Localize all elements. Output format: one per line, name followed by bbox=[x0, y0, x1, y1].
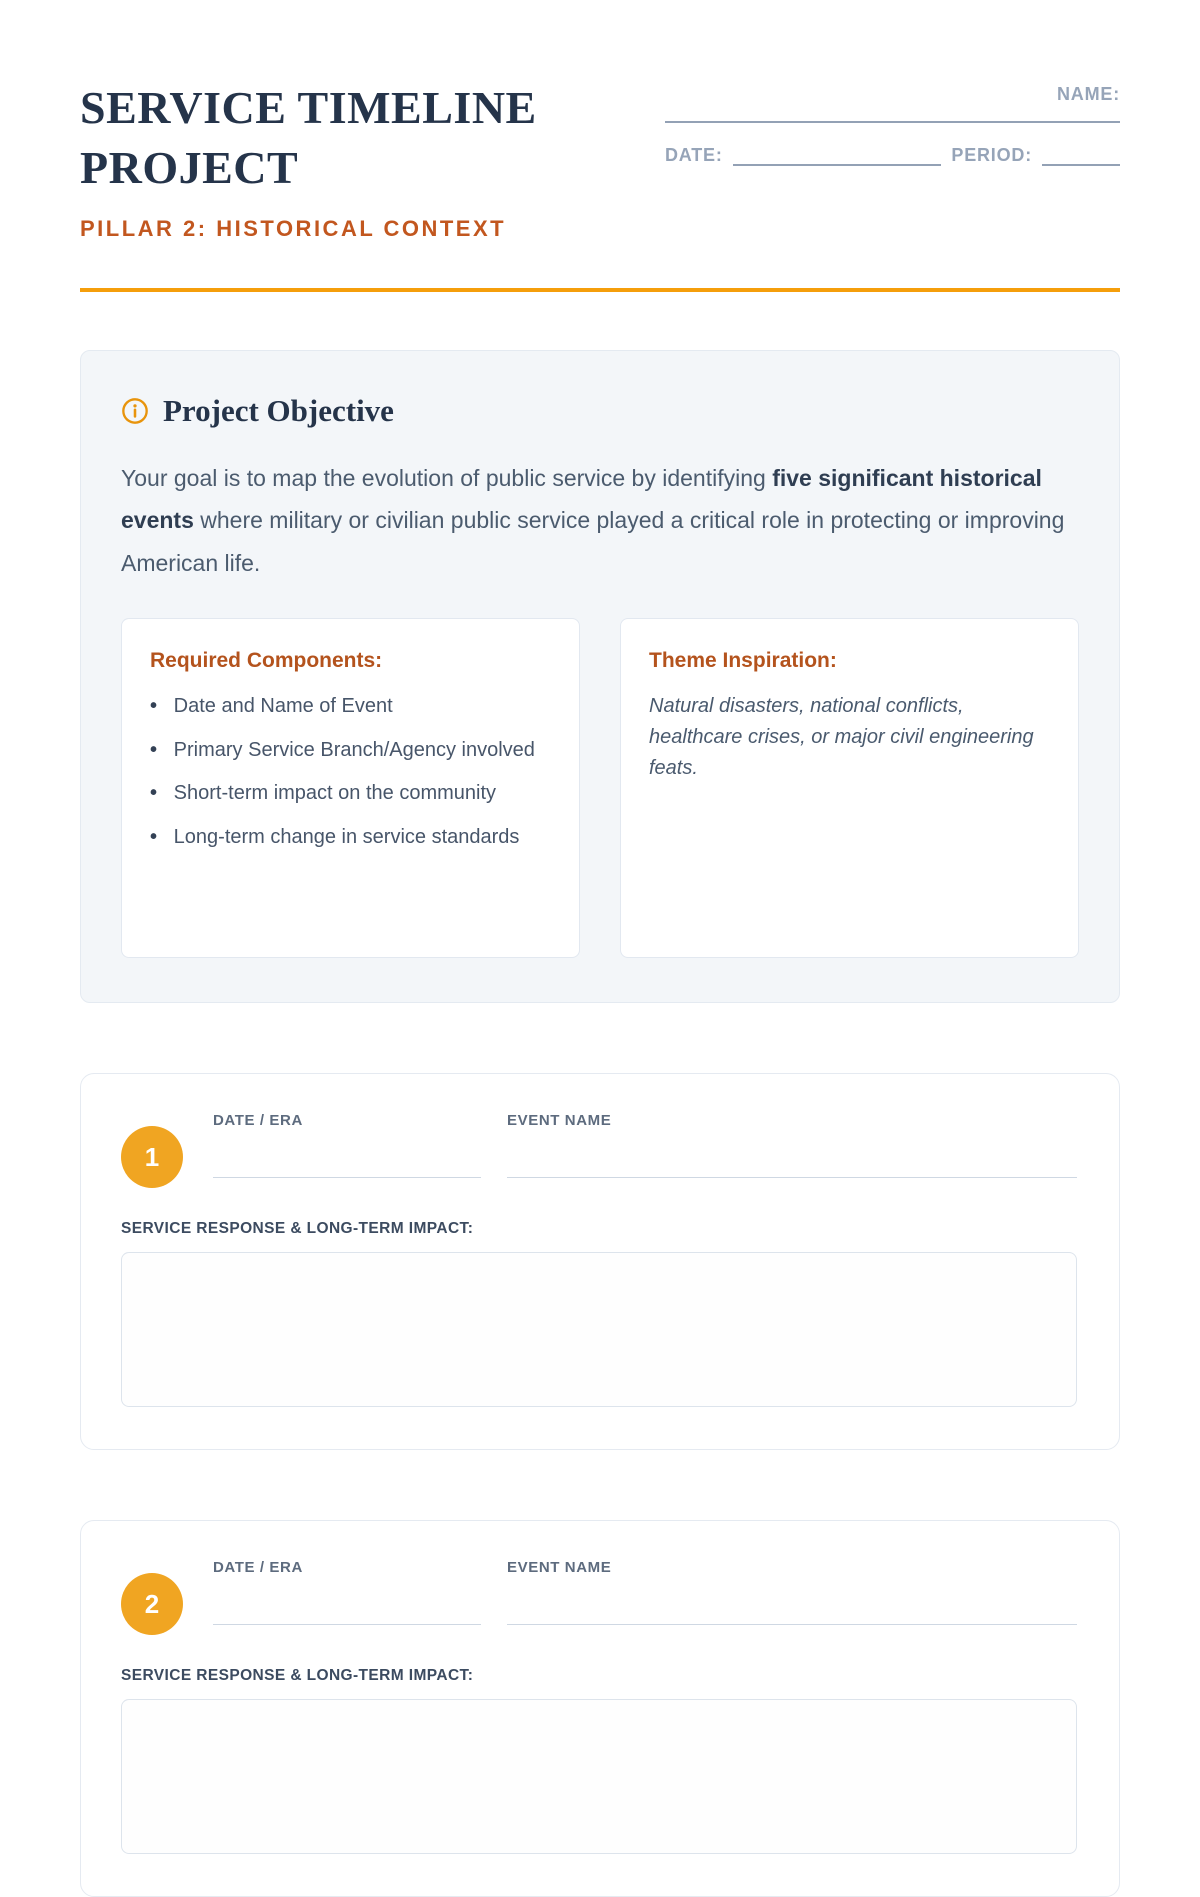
theme-inspiration-text: Natural disasters, national conflicts, healthcare crises, or major civil engineering feats. bbox=[649, 695, 1034, 780]
name-row bbox=[665, 84, 1120, 123]
event-name-input[interactable] bbox=[507, 1177, 1077, 1178]
required-components-list bbox=[150, 691, 551, 853]
page-subtitle: PILLAR 2: HISTORICAL CONTEXT bbox=[80, 215, 507, 241]
date-era-label: DATE / ERA bbox=[213, 1112, 303, 1130]
theme-inspiration-box bbox=[620, 618, 1079, 958]
date-era-input[interactable] bbox=[213, 1624, 481, 1625]
accent-divider bbox=[80, 288, 1120, 292]
name-field[interactable] bbox=[665, 113, 1120, 123]
date-era-input[interactable] bbox=[213, 1177, 481, 1178]
objective-heading-row bbox=[121, 393, 1079, 429]
objective-title: Project Objective bbox=[163, 392, 394, 428]
date-era-field-group bbox=[213, 1559, 481, 1635]
date-field[interactable] bbox=[733, 156, 942, 166]
student-info-block bbox=[665, 78, 1120, 166]
objective-body-prefix: Your goal is to map the evolution of public service by identifying bbox=[121, 464, 773, 491]
impact-response-textarea[interactable] bbox=[121, 1699, 1077, 1854]
date-period-row bbox=[665, 145, 1120, 166]
info-icon bbox=[121, 397, 149, 425]
event-name-label: EVENT NAME bbox=[507, 1112, 612, 1130]
impact-response-textarea[interactable] bbox=[121, 1252, 1077, 1407]
header bbox=[80, 78, 1120, 242]
objective-body-suffix: where military or civilian public service played a critical role in protecting or improving American life. bbox=[121, 507, 1065, 576]
list-item: • Date and Name of Event bbox=[150, 691, 551, 723]
required-components-heading: Required Components: bbox=[150, 649, 383, 673]
entry-fields bbox=[213, 1559, 1077, 1635]
event-name-input[interactable] bbox=[507, 1624, 1077, 1625]
objective-body bbox=[121, 457, 1079, 585]
entry-top-row bbox=[121, 1112, 1077, 1188]
page-title-line2: PROJECT bbox=[80, 141, 299, 193]
list-item: • Long-term change in service standards bbox=[150, 822, 551, 854]
period-label: PERIOD: bbox=[951, 145, 1032, 165]
objective-body-bold: five significant historical events bbox=[121, 464, 1042, 534]
entry-number-badge: 2 bbox=[121, 1573, 183, 1635]
list-item: • Primary Service Branch/Agency involved bbox=[150, 735, 551, 767]
page-title-line1: SERVICE TIMELINE bbox=[80, 82, 537, 133]
entry-top-row bbox=[121, 1559, 1077, 1635]
timeline-entry-1 bbox=[80, 1073, 1120, 1450]
date-label: DATE: bbox=[665, 145, 723, 165]
event-name-field-group bbox=[507, 1559, 1077, 1635]
date-era-field-group bbox=[213, 1112, 481, 1188]
required-components-box bbox=[121, 618, 580, 958]
entry-fields bbox=[213, 1112, 1077, 1188]
timeline-entry-2 bbox=[80, 1520, 1120, 1897]
date-era-label: DATE / ERA bbox=[213, 1559, 303, 1577]
period-field[interactable] bbox=[1042, 156, 1120, 166]
theme-inspiration-heading: Theme Inspiration: bbox=[649, 649, 837, 673]
impact-label: SERVICE RESPONSE & LONG-TERM IMPACT: bbox=[121, 1220, 474, 1238]
impact-label: SERVICE RESPONSE & LONG-TERM IMPACT: bbox=[121, 1667, 474, 1685]
header-title-block bbox=[80, 78, 640, 242]
name-label: NAME: bbox=[1057, 84, 1120, 104]
entry-number-badge: 1 bbox=[121, 1126, 183, 1188]
list-item: • Short-term impact on the community bbox=[150, 778, 551, 810]
page-title bbox=[80, 78, 640, 198]
event-name-label: EVENT NAME bbox=[507, 1559, 612, 1577]
project-objective-panel bbox=[80, 350, 1120, 1004]
objective-boxes bbox=[121, 618, 1079, 958]
event-name-field-group bbox=[507, 1112, 1077, 1188]
